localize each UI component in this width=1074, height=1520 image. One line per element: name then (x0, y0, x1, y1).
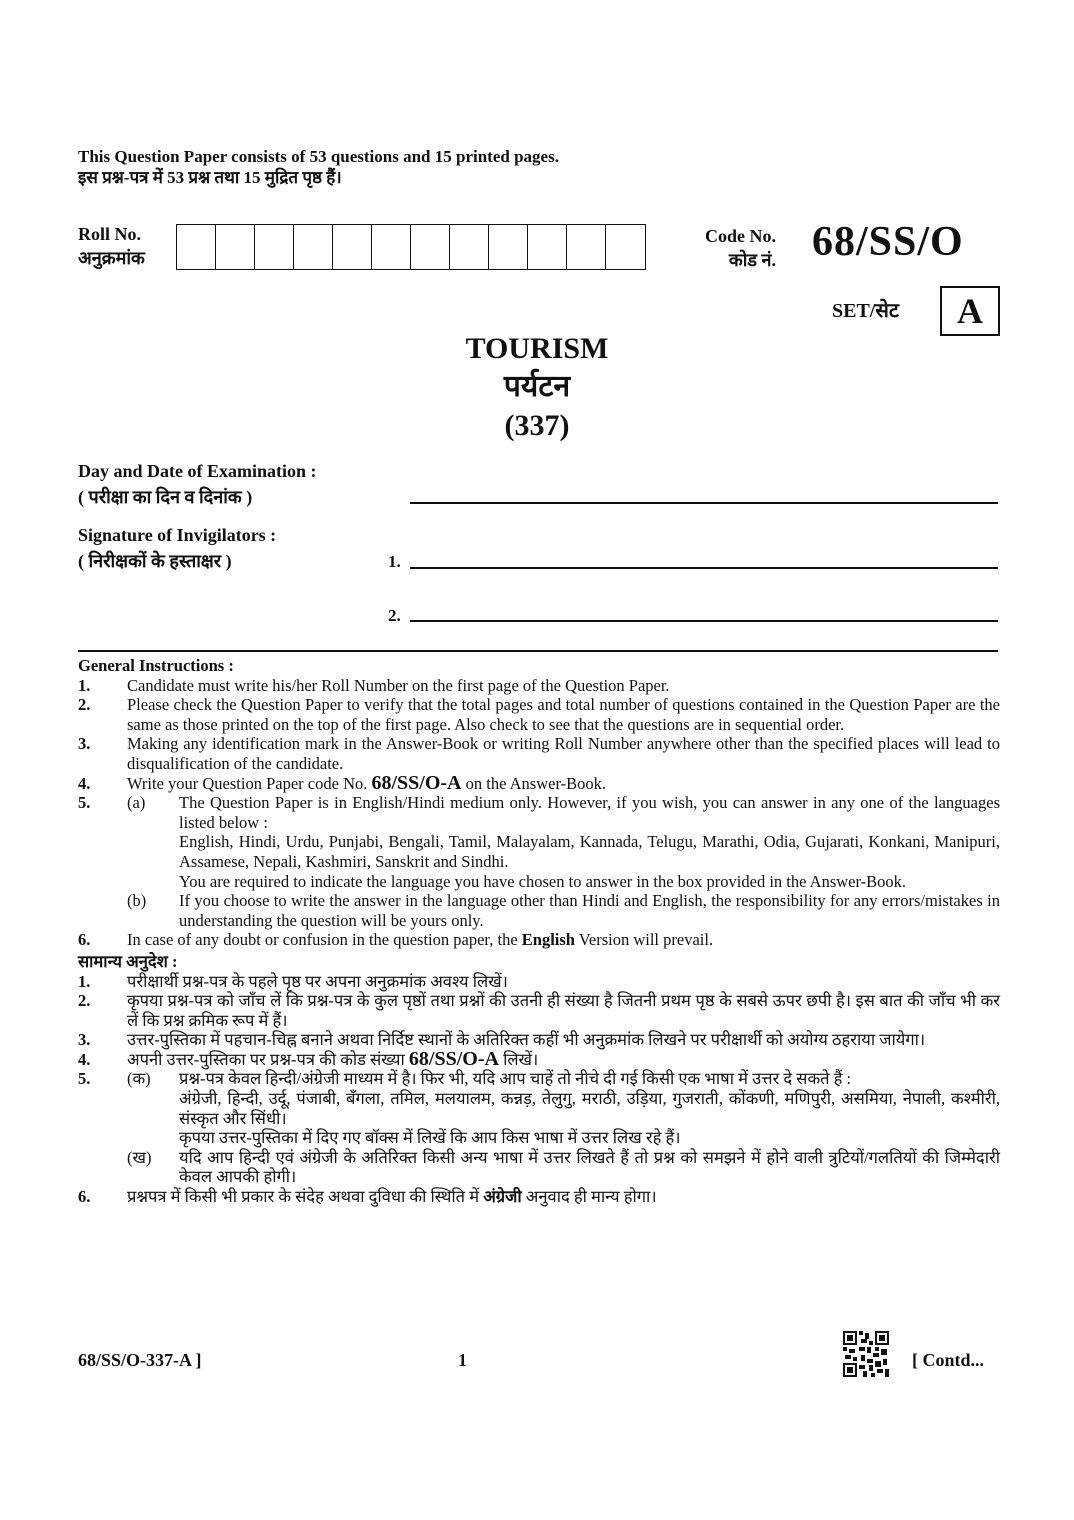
code-label-hi: कोड नं. (728, 250, 776, 270)
roll-label-hi: अनुक्रमांक (78, 248, 145, 268)
subject-title (0, 330, 1074, 446)
instruction-hi-1: 1. परीक्षार्थी प्रश्न-पत्र के पहले पृष्ठ पर अपना अनुक्रमांक अवश्य लिखें। (78, 971, 508, 991)
roll-number-label (78, 222, 145, 270)
exam-date-line[interactable] (410, 502, 998, 504)
roll-number-boxes[interactable] (176, 224, 646, 270)
set-label: SET/सेट (832, 300, 899, 322)
subject-code: (337) (504, 409, 570, 442)
signature-line-2-number: 2. (388, 606, 401, 625)
signature-line-1[interactable] (410, 567, 998, 569)
qr-code-icon (843, 1331, 889, 1377)
signature-line-2[interactable] (410, 620, 998, 622)
paper-code-inline: 68/SS/O-A (371, 771, 462, 794)
general-instructions-heading: General Instructions : (78, 656, 234, 675)
instruction-en-5a: 5. (a) The Question Paper is in English/Hindi medium only. However, if you wish, you can answer in any one of the languages listed below : English, Hindi, Urdu, Punjabi, Bengali, Tamil, Malayalam, Kannada, Telugu, Marathi, Odia, Gujarati, Konkani, Manipuri, Assamese, Nepali, Kashmiri, Sanskrit and Sindhi. You are required to indicate the language you have chosen to answer in the box provided in the Answer-Book. (78, 793, 1000, 891)
roll-box[interactable] (489, 225, 528, 269)
continued-label: [ Contd... (912, 1350, 985, 1370)
subject-title-hi: पर्यटन (503, 370, 571, 403)
exam-date-label-en: Day and Date of Examination : (78, 461, 317, 481)
instruction-en-6: 6. In case of any doubt or confusion in the question paper, the English Version will prevail. (78, 930, 714, 950)
subject-title-en: TOURISM (465, 332, 609, 365)
invigilator-signature-label (78, 522, 276, 574)
roll-box[interactable] (606, 225, 645, 269)
code-number-label (686, 224, 776, 272)
footer-paper-code: 68/SS/O-337-A ] (78, 1350, 202, 1370)
exam-date-label-hi: ( परीक्षा का दिन व दिनांक ) (78, 487, 253, 507)
instruction-en-3: 3. Making any identification mark in the Answer-Book or writing Roll Number anywhere other than the specified places will lead to disqualification of the candidate. (78, 734, 1000, 773)
instruction-hi-3: 3. उत्तर-पुस्तिका में पहचान-चिह्न बनाने अथवा निर्दिष्ट स्थानों के अतिरिक्त कहीं भी अनुक्रमांक लिखने पर परीक्षार्थी को अयोग्य ठहराया जायेगा। (78, 1030, 926, 1050)
divider-rule (78, 650, 998, 652)
instruction-en-1: 1. Candidate must write his/her Roll Number on the first page of the Question Paper. (78, 675, 670, 695)
code-number-value: 68/SS/O (812, 219, 964, 265)
instruction-hi-5a: 5. (क) प्रश्न-पत्र केवल हिन्दी/अंग्रेजी माध्यम में है। फिर भी, यदि आप चाहें तो नीचे दी गई किसी एक भाषा में उत्तर दे सकते हैं : अंग्रेजी, हिन्दी, उर्दू, पंजाबी, बँगला, तमिल, मलयालम, कन्नड़, तेलुगु, मराठी, उड़िया, गुजराती, कोंकणी, मणिपुरी, असमिया, नेपाली, कश्मीरी, संस्कृत और सिंधी। कृपया उत्तर-पुस्तिका में दिए गए बॉक्स में लिखें कि आप किस भाषा में उत्तर लिख रहे हैं। (78, 1069, 1000, 1148)
signature-line-1-number: 1. (388, 552, 401, 571)
roll-box[interactable] (333, 225, 372, 269)
roll-box[interactable] (255, 225, 294, 269)
instruction-en-5b: (b) If you choose to write the answer in the language other than Hindi and English, the responsibility for any errors/mistakes in understanding the question will be yours only. (127, 891, 1000, 930)
code-label-en: Code No. (705, 226, 776, 246)
roll-box[interactable] (528, 225, 567, 269)
pages-notice-hi: इस प्रश्न-पत्र में 53 प्रश्न तथा 15 मुद्रित पृष्ठ हैं। (78, 168, 342, 187)
pages-notice-en: This Question Paper consists of 53 questions and 15 printed pages. (78, 147, 559, 166)
instruction-hi-4: 4. अपनी उत्तर-पुस्तिका पर प्रश्न-पत्र की कोड संख्या 68/SS/O-A लिखें। (78, 1047, 539, 1070)
instructions (78, 656, 1000, 1207)
instruction-hi-2: 2. कृपया प्रश्न-पत्र को जाँच लें कि प्रश्न-पत्र के कुल पृष्ठों तथा प्रश्नों की उतनी ही संख्या है जितनी प्रथम पृष्ठ के सबसे ऊपर छपी है। इस बात की जाँच भी कर लें कि प्रश्न क्रमिक रूप में हैं। (78, 991, 1000, 1030)
roll-box[interactable] (294, 225, 333, 269)
roll-box[interactable] (450, 225, 489, 269)
exam-date-label (78, 458, 317, 510)
roll-label-en: Roll No. (78, 224, 141, 244)
page-number: 1 (458, 1350, 467, 1370)
roll-box[interactable] (372, 225, 411, 269)
instruction-hi-5b: (ख) यदि आप हिन्दी एवं अंग्रेजी के अतिरिक्त किसी अन्य भाषा में उत्तर लिखते हैं तो प्रश्न को समझने में होने वाली त्रुटियों/गलतियों की जिम्मेदारी केवल आपकी होगी। (127, 1147, 1000, 1187)
hindi-instructions-heading: सामान्य अनुदेश : (78, 951, 178, 971)
set-value-box: A (940, 286, 1000, 336)
roll-box[interactable] (411, 225, 450, 269)
roll-box[interactable] (567, 225, 606, 269)
instruction-en-2: 2. Please check the Question Paper to verify that the total pages and total number of questions contained in the Question Paper are the same as those printed on the top of the first page. Also check to see that the questions are in sequential order. (78, 695, 1000, 734)
signature-label-en: Signature of Invigilators : (78, 525, 277, 545)
instruction-hi-6: 6. प्रश्नपत्र में किसी भी प्रकार के संदेह अथवा दुविधा की स्थिति में अंग्रेजी अनुवाद ही मान्य होगा। (78, 1187, 657, 1207)
instruction-en-4: 4. Write your Question Paper code No. 68/SS/O-A on the Answer-Book. (78, 771, 607, 794)
roll-box[interactable] (177, 225, 216, 269)
signature-label-hi: ( निरीक्षकों के हस्ताक्षर ) (78, 551, 232, 571)
roll-box[interactable] (216, 225, 255, 269)
pages-notice (78, 146, 559, 188)
